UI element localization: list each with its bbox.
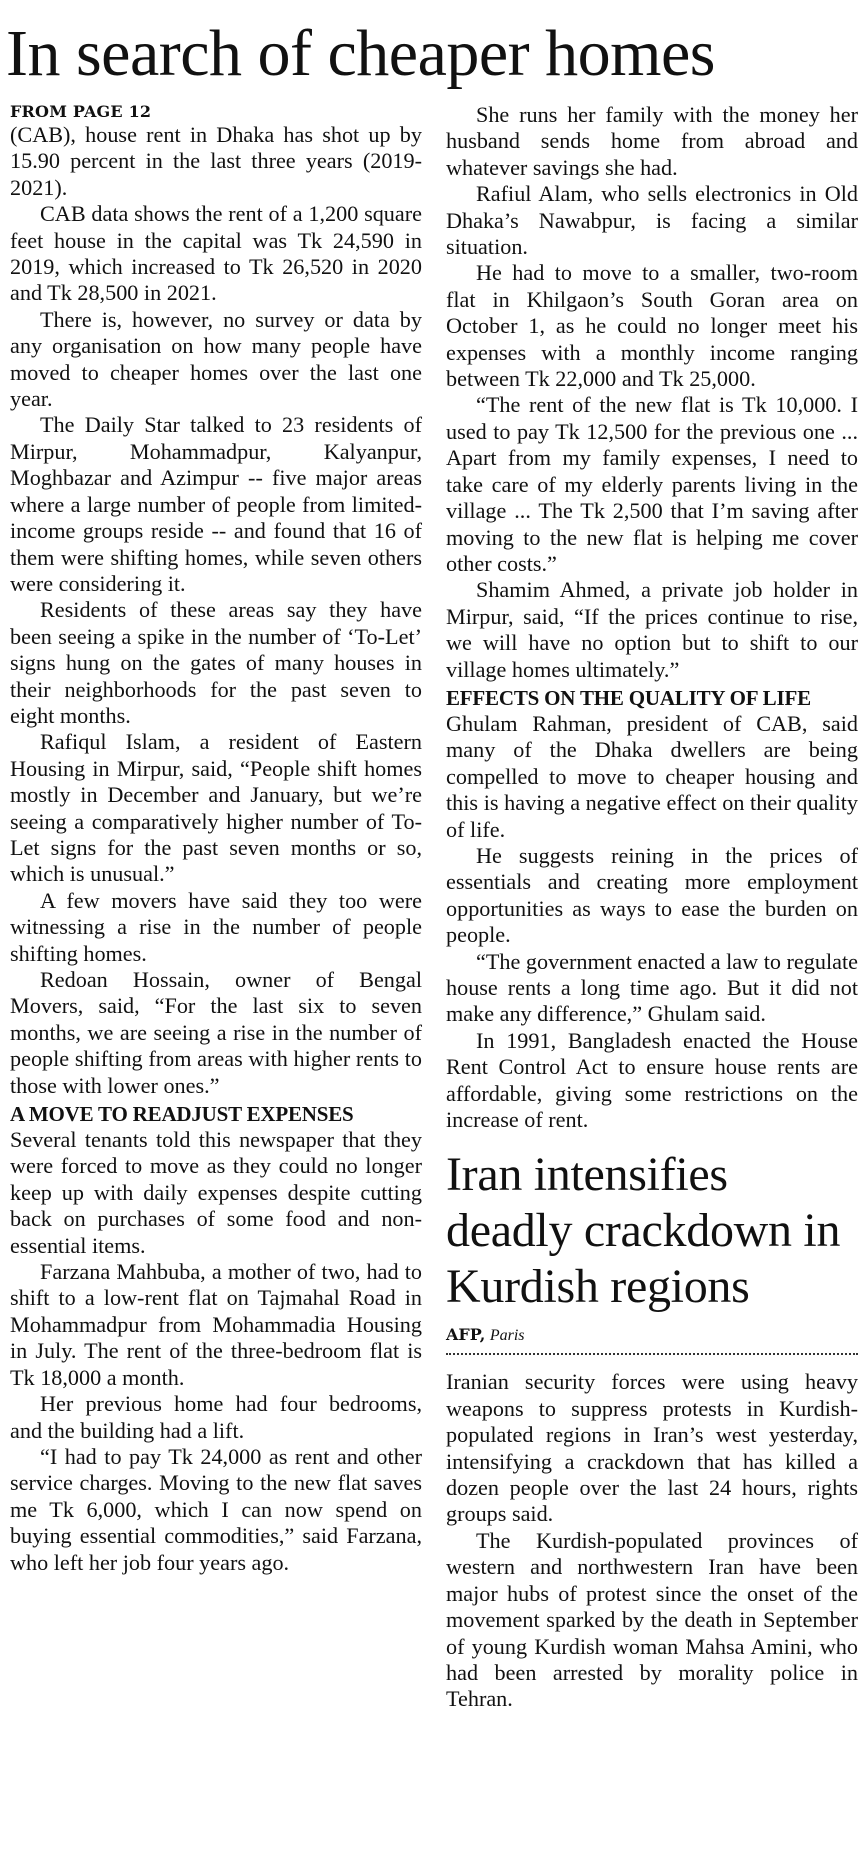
story2-headline: Iran intensifies deadly crackdown in Kurdish regions bbox=[446, 1148, 841, 1314]
byline-place: Paris bbox=[489, 1327, 525, 1345]
paragraph: “The government enacted a law to regulate house rents a long time ago. But it did not make any difference,” Ghulam said. bbox=[446, 948, 858, 1027]
paragraph: CAB data shows the rent of a 1,200 square feet house in the capital was Tk 24,590 in 2019, which increased to Tk 26,520 in 2020 and Tk 28,500 in 2021. bbox=[10, 201, 422, 306]
paragraph: In 1991, Bangladesh enacted the House Rent Control Act to ensure house rents are affordable, giving some restrictions on the increase of rent. bbox=[446, 1027, 858, 1133]
paragraph: Shamim Ahmed, a private job holder in Mirpur, said, “If the prices continue to rise, we will have no option but to shift to our village homes ultimately.” bbox=[446, 577, 858, 682]
paragraph: Rafiul Alam, who sells electronics in Old Dhaka’s Nawabpur, is facing a similar situation. bbox=[446, 181, 858, 260]
paragraph: Her previous home had four bedrooms, and the building had a lift. bbox=[10, 1391, 422, 1443]
paragraph: Several tenants told this newspaper that they were forced to move as they could no longer keep up with daily expenses despite cutting back on purchases of some food and non-essential items. bbox=[10, 1127, 422, 1258]
left-column bbox=[10, 102, 422, 1576]
paragraph: “I had to pay Tk 24,000 as rent and other service charges. Moving to the new flat saves me Tk 6,000, which I can now spend on buying essential commodities,” said Farzana, who left her job four years ago. bbox=[10, 1443, 422, 1575]
byline bbox=[446, 1323, 858, 1347]
paragraph: Redoan Hossain, owner of Bengal Movers, said, “For the last six to seven months, we are seeing a rise in the number of people shifting from areas with higher rents to those with lower ones.” bbox=[10, 967, 422, 1098]
byline-agency: AFP, bbox=[446, 1325, 486, 1345]
paragraph: Residents of these areas say they have been seeing a spike in the number of ‘To-Let’ signs hung on the gates of many houses in their neighborhoods for the past seven to eight months. bbox=[10, 597, 422, 728]
paragraph: The Kurdish-populated provinces of western and northwestern Iran have been major hubs of protest since the onset of the movement sparked by the death in September of young Kurdish woman Mahsa Amini, who had been arrested by morality police in Tehran. bbox=[446, 1527, 858, 1712]
paragraph: Ghulam Rahman, president of CAB, said many of the Dhaka dwellers are being compelled to move to cheaper housing and this is having a negative effect on their quality of life. bbox=[446, 710, 858, 842]
section-subhead: EFFECTS ON THE QUALITY OF LIFE bbox=[446, 685, 811, 710]
dotted-divider bbox=[446, 1353, 858, 1355]
paragraph: “The rent of the new flat is Tk 10,000. I used to pay Tk 12,500 for the previous one ... Apart from my family expenses, I need to take care of my elderly parents living in the village ... The Tk 2,500 that I’m saving after moving to the new flat is helping me cover other costs.” bbox=[446, 392, 858, 576]
page-headline: In search of cheaper homes bbox=[6, 17, 715, 90]
section-subhead: A MOVE TO READJUST EXPENSES bbox=[10, 1102, 354, 1127]
paragraph: Iranian security forces were using heavy weapons to suppress protests in Kurdish-populated regions in Iran’s west yesterday, intensifying a crackdown that has killed a dozen people over the last 24 hours, rights groups said. bbox=[446, 1369, 858, 1527]
paragraph: She runs her family with the money her husband sends home from abroad and whatever savings she had. bbox=[446, 102, 858, 180]
paragraph: (CAB), house rent in Dhaka has shot up by 15.90 percent in the last three years (2019-2021). bbox=[10, 122, 422, 200]
paragraph: There is, however, no survey or data by any organisation on how many people have moved to cheaper homes over the last one year. bbox=[10, 306, 422, 412]
right-column bbox=[446, 102, 858, 1713]
paragraph: He suggests reining in the prices of essentials and creating more employment opportunities as ways to ease the burden on people. bbox=[446, 842, 858, 948]
continuation-kicker: FROM PAGE 12 bbox=[10, 102, 152, 121]
paragraph: Farzana Mahbuba, a mother of two, had to shift to a low-rent flat on Tajmahal Road in Mohammadpur from Mohammadia Housing in July. The rent of the three-bedroom flat is Tk 18,000 a month. bbox=[10, 1259, 422, 1390]
paragraph: A few movers have said they too were witnessing a rise in the number of people shifting homes. bbox=[10, 887, 422, 966]
paragraph: The Daily Star talked to 23 residents of Mirpur, Mohammadpur, Kalyanpur, Moghbazar and Azimpur -- five major areas where a large number of people from limited-income groups reside -- and found that 16 of them were shifting homes, while seven others were considering it. bbox=[10, 412, 422, 596]
paragraph: He had to move to a smaller, two-room flat in Khilgaon’s South Goran area on October 1, as he could no longer meet his expenses with a monthly income ranging between Tk 22,000 and Tk 25,000. bbox=[446, 260, 858, 392]
paragraph: Rafiqul Islam, a resident of Eastern Housing in Mirpur, said, “People shift homes mostly in December and January, but we’re seeing a comparatively higher number of To-Let signs for the past seven months or so, which is unusual.” bbox=[10, 729, 422, 887]
